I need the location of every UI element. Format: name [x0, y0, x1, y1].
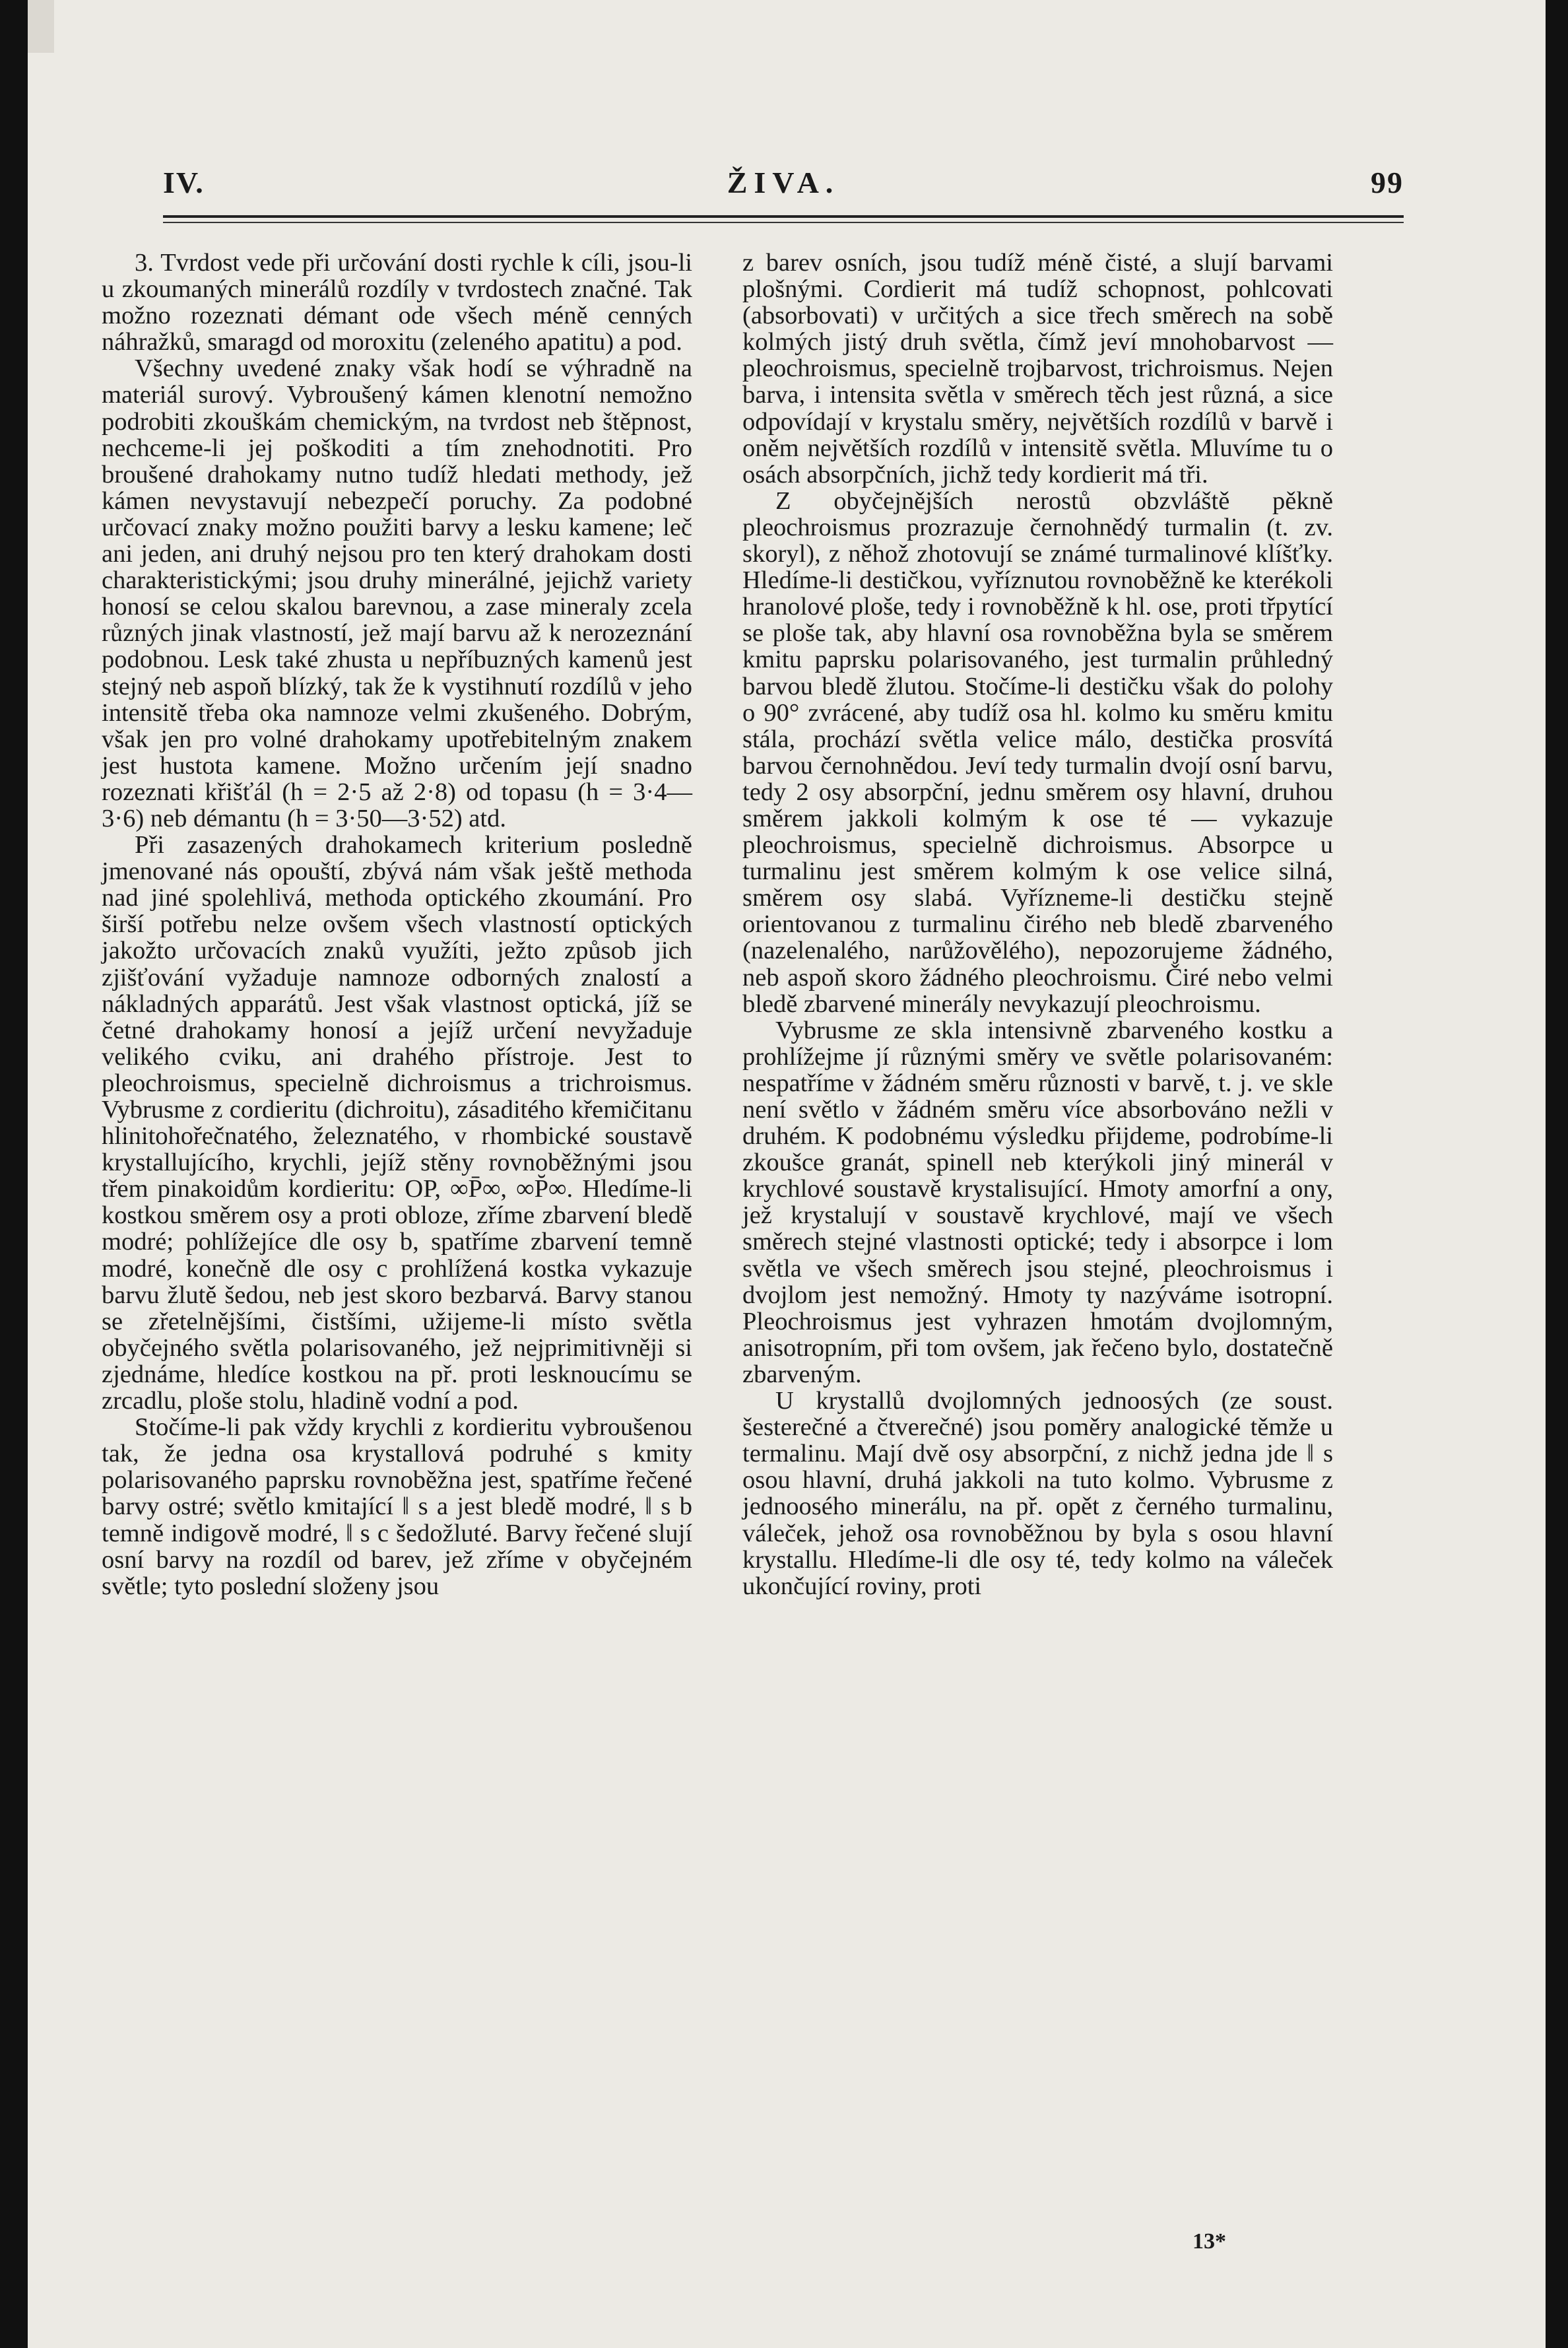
printer-signature: 13*	[1192, 2229, 1226, 2254]
paragraph: U krystallů dvojlomných jednoosých (ze soust. šesterečné a čtverečné) jsou poměry analogické těmže u termalinu. Mají dvě osy absorpční, z nichž jedna jde ‖ s osou hlavní, druhá jakkoli na tuto kolmo. Vybrusme z jednoosého minerálu, na př. opět z černého turmalinu, váleček, jehož osa rovnoběžnou by byla s osou hlavní krystallu. Hledíme-li dle osy té, tedy kolmo na váleček ukončující roviny, proti	[742, 1387, 1333, 1600]
paragraph: Při zasazených drahokamech kriterium posledně jmenované nás opouští, zbývá nám však ještě methoda nad jiné spolehlivá, methoda optického zkoumání. Pro širší potřebu nelze ovšem všech vlastností optických jakožto určovacích znaků využíti, ježto způsob jich zjišťování vyžaduje namnoze odborných znalostí a nákladných apparátů. Jest však vlastnost optická, jíž se četné drahokamy honosí a jejíž určení nevyžaduje velikého cviku, ani drahého přístroje. Jest to pleochroismus, specielně dichroismus a trichroismus. Vybrusme z cordieritu (dichroitu), zásaditého křemičitanu hlinitohořečnatého, železnatého, v rhombické soustavě krystallujícího, krychli, jejíž stěny rovnoběžnými jsou třem pinakoidům kordieritu: OP, ∞P̄∞, ∞P̆∞. Hledíme-li kostkou směrem osy a proti obloze, zříme zbarvení bledě modré; pohlížejíce dle osy b, spatříme zbarvení temně modré, konečně dle osy c prohlížená kostka vykazuje barvu žlutě šedou, neb jest skoro bezbarvá. Barvy stanou se zřetelnějšími, čistšími, užijeme-li místo světla obyčejného světla polarisovaného, jež nejprimitivněji si zjednáme, hledíce kostkou na př. proti lesknoucímu se zrcadlu, ploše stolu, hladině vodní a pod.	[102, 831, 692, 1415]
page-number: 99	[1371, 166, 1404, 199]
journal-title: ŽIVA.	[727, 166, 840, 199]
scan-edge-mark	[28, 0, 54, 53]
paragraph: Všechny uvedené znaky však hodí se výhradně na materiál surový. Vybroušený kámen klenotní nemožno podrobiti zkouškám chemickým, na tvrdost neb štěpnost, nechceme-li jej poškoditi a tím znehodnotiti. Pro broušené drahokamy nutno tudíž hledati methody, jež kámen nevystavují nebezpečí poruchy. Za podobné určovací znaky možno použiti barvy a lesku kamene; leč ani jeden, ani druhý nejsou pro ten který drahokam dosti charakteristickými; jsou druhy minerálné, jejichž variety honosí se celou skalou barevnou, a zase mineraly zcela různých jinak vlastností, jež mají barvu až k nerozeznání podobnou. Lesk také zhusta u nepříbuzných kamenů jest stejný neb aspoň blízký, tak že k vystihnutí rozdílů v jeho intensitě třeba oka namnoze velmi zkušeného. Dobrým, však jen pro volné drahokamy upotřebitelným znakem jest hustota kamene. Možno určením její snadno rozeznati křišťál (h = 2·5 až 2·8) od topasu (h = 3·4—3·6) neb démantu (h = 3·50—3·52) atd.	[102, 354, 692, 832]
volume-number: IV.	[163, 166, 205, 199]
right-column	[742, 250, 1333, 1599]
paragraph: Z obyčejnějších nerostů obzvláště pěkně pleochroismus prozrazuje černohnědý turmalin (t. zv. skoryl), z něhož zhotovují se známé turmalinové klíšťky. Hledíme-li destičkou, vyříznutou rovnoběžně ke kterékoli hranolové ploše, tedy i rovnoběžně k hl. ose, proti třpytící se ploše tak, aby hlavní osa rovnoběžna byla se směrem kmitu paprsku polarisovaného, jest turmalin průhledný barvou bledě žlutou. Stočíme-li destičku však do polohy o 90° zvrácené, aby tudíž osa hl. kolmo ku směru kmitu stála, prochází světla velice málo, destička prosvítá barvou černohnědou. Jeví tedy turmalin dvojí osní barvu, tedy 2 osy absorpční, jednu směrem osy hlavní, druhou směrem jakkoli kolmým k ose té — vykazuje pleochroismus, specielně dichroismus. Absorpce u turmalinu jest směrem kolmým k ose velice silná, směrem osy slabá. Vyřízneme-li destičku stejně orientovanou z turmalinu čirého neb bledě zbarveného (nazelenalého, narůžovělého), nepozorujeme žádného, neb aspoň skoro žádného pleochroismu. Čiré nebo velmi bledě zbarvené minerály nevykazují pleochroismu.	[742, 486, 1333, 1018]
header-rule-thick	[163, 215, 1404, 218]
left-column	[102, 250, 692, 1599]
scanned-page	[28, 0, 1546, 2348]
paragraph: z barev osních, jsou tudíž méně čisté, a slují barvami plošnými. Cordierit má tudíž schopnost, pohlcovati (absorbovati) v určitých a sice třech směrech na sobě kolmých jistý druh světla, čímž jeví mnohobarvost — pleochroismus, specielně trojbarvost, trichroismus. Nejen barva, i intensita světla v směrech těch jest různá, a sice odpovídají v krystalu směry, největších rozdílů v barvě i oněm největších rozdílů v intensitě světla. Mluvíme tu o osách absorpčních, jichž tedy kordierit má tři.	[742, 249, 1333, 488]
header-rule-thin	[163, 222, 1404, 223]
paragraph: Stočíme-li pak vždy krychli z kordieritu vybroušenou tak, že jedna osa krystallová podruhé s kmity polarisovaného paprsku rovnoběžna jest, spatříme řečené barvy ostré; světlo kmitající ‖ s a jest bledě modré, ‖ s b temně indigově modré, ‖ s c šedožluté. Barvy řečené slují osní barvy na rozdíl od barev, jež zříme v obyčejném světle; tyto poslední složeny jsou	[102, 1413, 692, 1600]
paragraph: Vybrusme ze skla intensivně zbarveného kostku a prohlížejme jí různými směry ve světle polarisovaném: nespatříme v žádném směru různosti v barvě, t. j. ve skle není světlo v žádném směru více absorbováno nežli v druhém. K podobnému výsledku přijdeme, podrobíme-li zkoušce granát, spinell neb kterýkoli jiný minerál v krychlové soustavě krystalisující. Hmoty amorfní a ony, jež krystalují v soustavě krychlové, mají ve všech směrech stejné vlastnosti optické; tedy i absorpce i lom světla ve všech směrech jsou stejné, pleochroismus i dvojlom jest nemožný. Hmoty ty nazýváme isotropní. Pleochroismus jest vyhrazen hmotám dvojlomným, anisotropním, při tom ovšem, jak řečeno bylo, dostatečně zbarveným.	[742, 1016, 1333, 1388]
running-header	[163, 165, 1404, 211]
paragraph: 3. Tvrdost vede při určování dosti rychle k cíli, jsou-li u zkoumaných minerálů rozdíly v tvrdostech značné. Tak možno rozeznati démant ode všech méně cenných náhražků, smaragd od moroxitu (zeleného apatitu) a pod.	[102, 249, 692, 356]
